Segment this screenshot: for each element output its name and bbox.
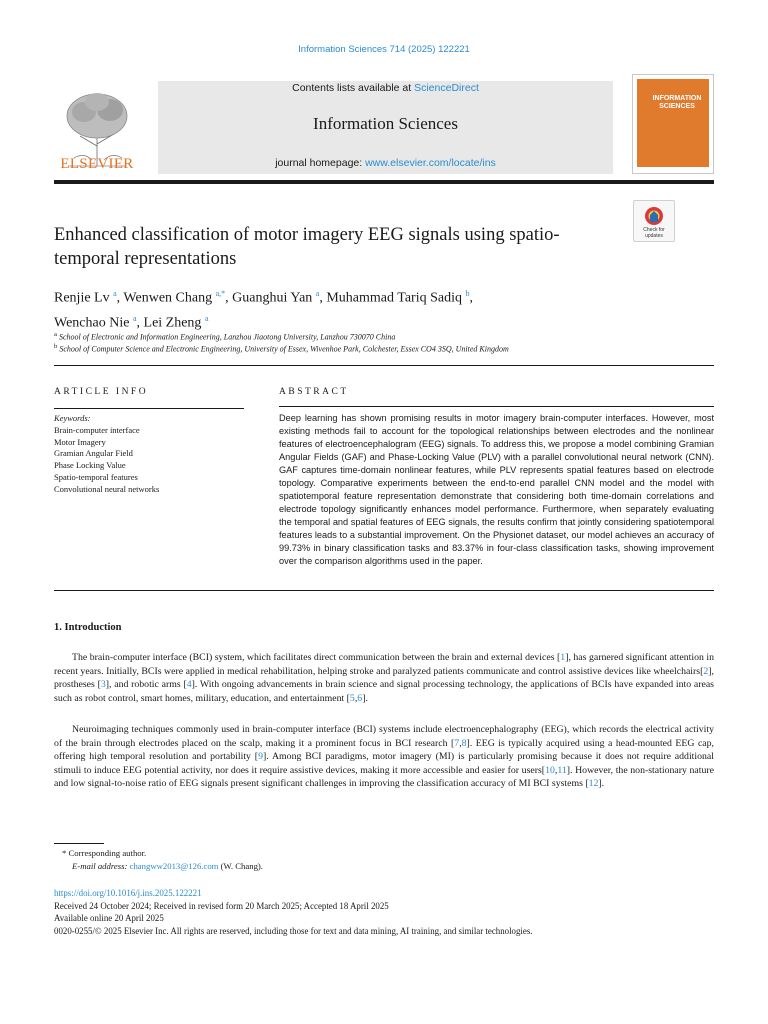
citation-link[interactable]: 6 xyxy=(357,692,363,704)
citation-link[interactable]: 11 xyxy=(557,764,567,776)
author-affiliation-marker[interactable]: a,* xyxy=(215,289,226,298)
article-metadata xyxy=(54,887,714,937)
citation-link[interactable]: 2 xyxy=(703,665,709,677)
author-name[interactable]: Guanghui Yan xyxy=(232,290,313,306)
keyword-item: Gramian Angular Field xyxy=(54,448,133,459)
citation-link[interactable]: 1 xyxy=(560,652,566,663)
paragraph-text: ]. With ongoing advancements in brain science and signal processing technology, the applications of BCIs have expanded into areas such as robot control, smart homes, military, education, and entertainment [ xyxy=(54,679,714,704)
affiliation-b xyxy=(54,343,509,354)
footnote-divider xyxy=(54,843,104,844)
check-updates-label: Check for xyxy=(643,227,665,233)
elsevier-wordmark: ELSEVIER xyxy=(60,156,134,172)
author-name[interactable]: Renjie Lv xyxy=(54,290,110,306)
copyright-notice: 0020-0255/© 2025 Elsevier Inc. All rights are reserved, including those for text and data mining, AI training, and similar technologies. xyxy=(54,925,533,936)
available-online: Available online 20 April 2025 xyxy=(54,913,164,924)
author-affiliation-marker[interactable]: a xyxy=(132,313,137,323)
check-for-updates-badge[interactable] xyxy=(633,200,675,242)
paragraph-text: ], prostheses [ xyxy=(54,665,714,691)
keywords-block xyxy=(54,413,244,496)
paragraph-text: ]. xyxy=(598,778,605,790)
email-label: E-mail address: xyxy=(72,860,130,871)
journal-title: Information Sciences xyxy=(313,114,458,133)
citation-link[interactable]: 4 xyxy=(186,679,192,691)
contents-available-line xyxy=(158,82,613,94)
author-list: Renjie Lv $^a$, Wenwen Chang $^{a,*}$, Guanghui Yan $^a$, Muhammad Tariq Sadiq $^b$, Wenchao Nie $^a$, Lei Zheng $^a$ xyxy=(54,289,473,331)
author-affiliation-marker[interactable]: a xyxy=(204,313,209,323)
footnote xyxy=(54,847,263,872)
introduction-paragraph-1 xyxy=(54,651,714,705)
paragraph-text: , xyxy=(354,692,358,704)
journal-cover-thumbnail[interactable] xyxy=(632,74,714,174)
keyword-item: Convolutional neural networks xyxy=(54,483,160,494)
journal-reference[interactable]: Information Sciences 714 (2025) 122221 xyxy=(298,44,470,55)
introduction-paragraph-2 xyxy=(54,723,714,791)
affiliation-text: School of Computer Science and Electronic Engineering, University of Essex, Wivenhoe Park, Colchester, Essex CO4 3SQ, United Kingdom xyxy=(59,344,509,354)
abstract-divider xyxy=(279,406,714,407)
check-updates-label-2: updates xyxy=(645,233,663,239)
paragraph-text: ]. However, the non-stationary nature and low signal-to-noise ratio of EEG signals present significant challenges in improving the classification accuracy of MI BCI systems [ xyxy=(54,764,714,790)
author-name[interactable]: Muhammad Tariq Sadiq xyxy=(326,290,462,306)
affiliation-marker: a xyxy=(54,331,57,338)
section-divider xyxy=(54,365,714,366)
affiliation-text: School of Electronic and Information Engineering, Lanzhou Jiaotong University, Lanzhou 730070 China xyxy=(58,332,396,342)
doi-link[interactable]: https://doi.org/10.1016/j.ins.2025.122221 xyxy=(54,888,202,898)
paragraph-text: , xyxy=(459,737,462,749)
section-heading-introduction: 1. Introduction xyxy=(54,622,122,633)
sciencedirect-link[interactable]: ScienceDirect xyxy=(414,82,479,94)
received-dates: Received 24 October 2024; Received in revised form 20 March 2025; Accepted 18 April 2025 xyxy=(54,900,389,911)
email-link[interactable]: changww2013@126.com xyxy=(129,860,219,871)
paragraph-text: ], and robotic arms [ xyxy=(105,679,187,691)
author-name[interactable]: Wenwen Chang xyxy=(123,290,213,306)
paragraph-text: ]. xyxy=(362,692,368,704)
paragraph-text: , xyxy=(554,764,558,776)
paragraph-text: ]. EEG is typically acquired using a head-mounted EEG cap, offering high temporal resolution and portability [ xyxy=(54,737,715,763)
paragraph-text: Neuroimaging techniques commonly used in brain-computer interface (BCI) systems include electroencephalography (EEG), which records the electrical activity of the brain through electrodes placed on the scalp, making it a prominent focus in BCI research [ xyxy=(54,724,714,749)
article-info-divider xyxy=(54,408,244,409)
citation-link[interactable]: 12 xyxy=(588,778,599,790)
cover-title: INFORMATION SCIENCES xyxy=(652,95,702,110)
keyword-item: Brain-computer interface xyxy=(54,424,140,435)
author-affiliation-marker[interactable]: b xyxy=(465,289,470,298)
check-updates-icon xyxy=(634,201,674,241)
corresponding-author-note: * Corresponding author. xyxy=(62,848,147,858)
keywords-label: Keywords: xyxy=(54,413,91,423)
abstract-end-divider xyxy=(54,590,714,591)
citation-link[interactable]: 9 xyxy=(258,751,263,763)
author-affiliation-marker[interactable]: a xyxy=(315,289,320,298)
affiliation-a xyxy=(54,331,395,342)
email-line xyxy=(54,860,263,873)
email-owner: (W. Chang). xyxy=(218,860,263,871)
homepage-prefix: journal homepage: xyxy=(275,157,366,169)
author-name[interactable]: Lei Zheng xyxy=(143,315,202,331)
cover-image xyxy=(637,79,709,167)
author-affiliation-marker[interactable]: a xyxy=(113,289,117,298)
citation-link[interactable]: 5 xyxy=(349,692,355,704)
keyword-item: Spatio-temporal features xyxy=(54,471,138,482)
citation-link[interactable]: 8 xyxy=(461,737,467,749)
paragraph-text: ], has garnered significant attention in recent years. Initially, BCIs were applied in medical rehabilitation, helping stroke and paralyzed patients communicate and control assistive devices like wheelchairs[ xyxy=(54,652,714,677)
affiliation-marker: b xyxy=(54,343,58,350)
paper-title: Enhanced classification of motor imagery EEG signals using spatio-temporal representations xyxy=(54,225,560,269)
abstract-heading: ABSTRACT xyxy=(279,387,349,397)
contents-prefix: Contents lists available at xyxy=(292,82,415,94)
author-name[interactable]: Wenchao Nie xyxy=(54,315,130,331)
article-info-heading: ARTICLE INFO xyxy=(54,387,149,397)
journal-homepage-link[interactable]: www.elsevier.com/locate/ins xyxy=(365,157,496,169)
citation-link[interactable]: 3 xyxy=(100,679,106,691)
paragraph-text: ]. Among BCI paradigms, motor imagery (MI) is particularly promising because it does not require additional stimuli to induce EEG potential activity, nor does it require assistive devices, making it more accessible and easier for users[ xyxy=(54,751,714,776)
header-divider xyxy=(54,180,714,184)
keyword-item: Motor Imagery xyxy=(54,436,106,447)
citation-link[interactable]: 7 xyxy=(454,737,460,749)
citation-link[interactable]: 10 xyxy=(545,764,555,776)
abstract-text: Deep learning has shown promising results in motor imagery brain-computer interfaces. However, most existing methods fail to account for the topological relationships between electrodes and the nonlinear features of electroencephalogram (EEG) signals. To address this, we propose a model combining Gramian Angular Fields (GAF) and Phase-Locking Value (PLV) with a parallel convolutional neural network (CNN). GAF captures time-domain nonlinear features, while PLV represents spatial features based on electrode topology. Comparative experiments between the end-to-end parallel CNN model and the model with spatiotemporal feature representation demonstrate that considering both time-domain correlations and electrode topology significantly enhances model performance. Furthermore, when separately evaluating the temporal and spatial features of EEG signals, the results confirm that jointly considering spatiotemporal features leads to a substantial improvement. On the Physionet dataset, our model achieves an accuracy of 99.73% in binary classification tasks and 83.37% in four-class classification tasks, showing improvement over the comparison algorithms used in the paper. xyxy=(279,413,714,566)
paragraph-text: The brain-computer interface (BCI) system, which facilitates direct communication between the brain and external devices [ xyxy=(72,652,561,663)
keyword-item: Phase Locking Value xyxy=(54,460,126,471)
journal-homepage-line xyxy=(158,157,613,169)
